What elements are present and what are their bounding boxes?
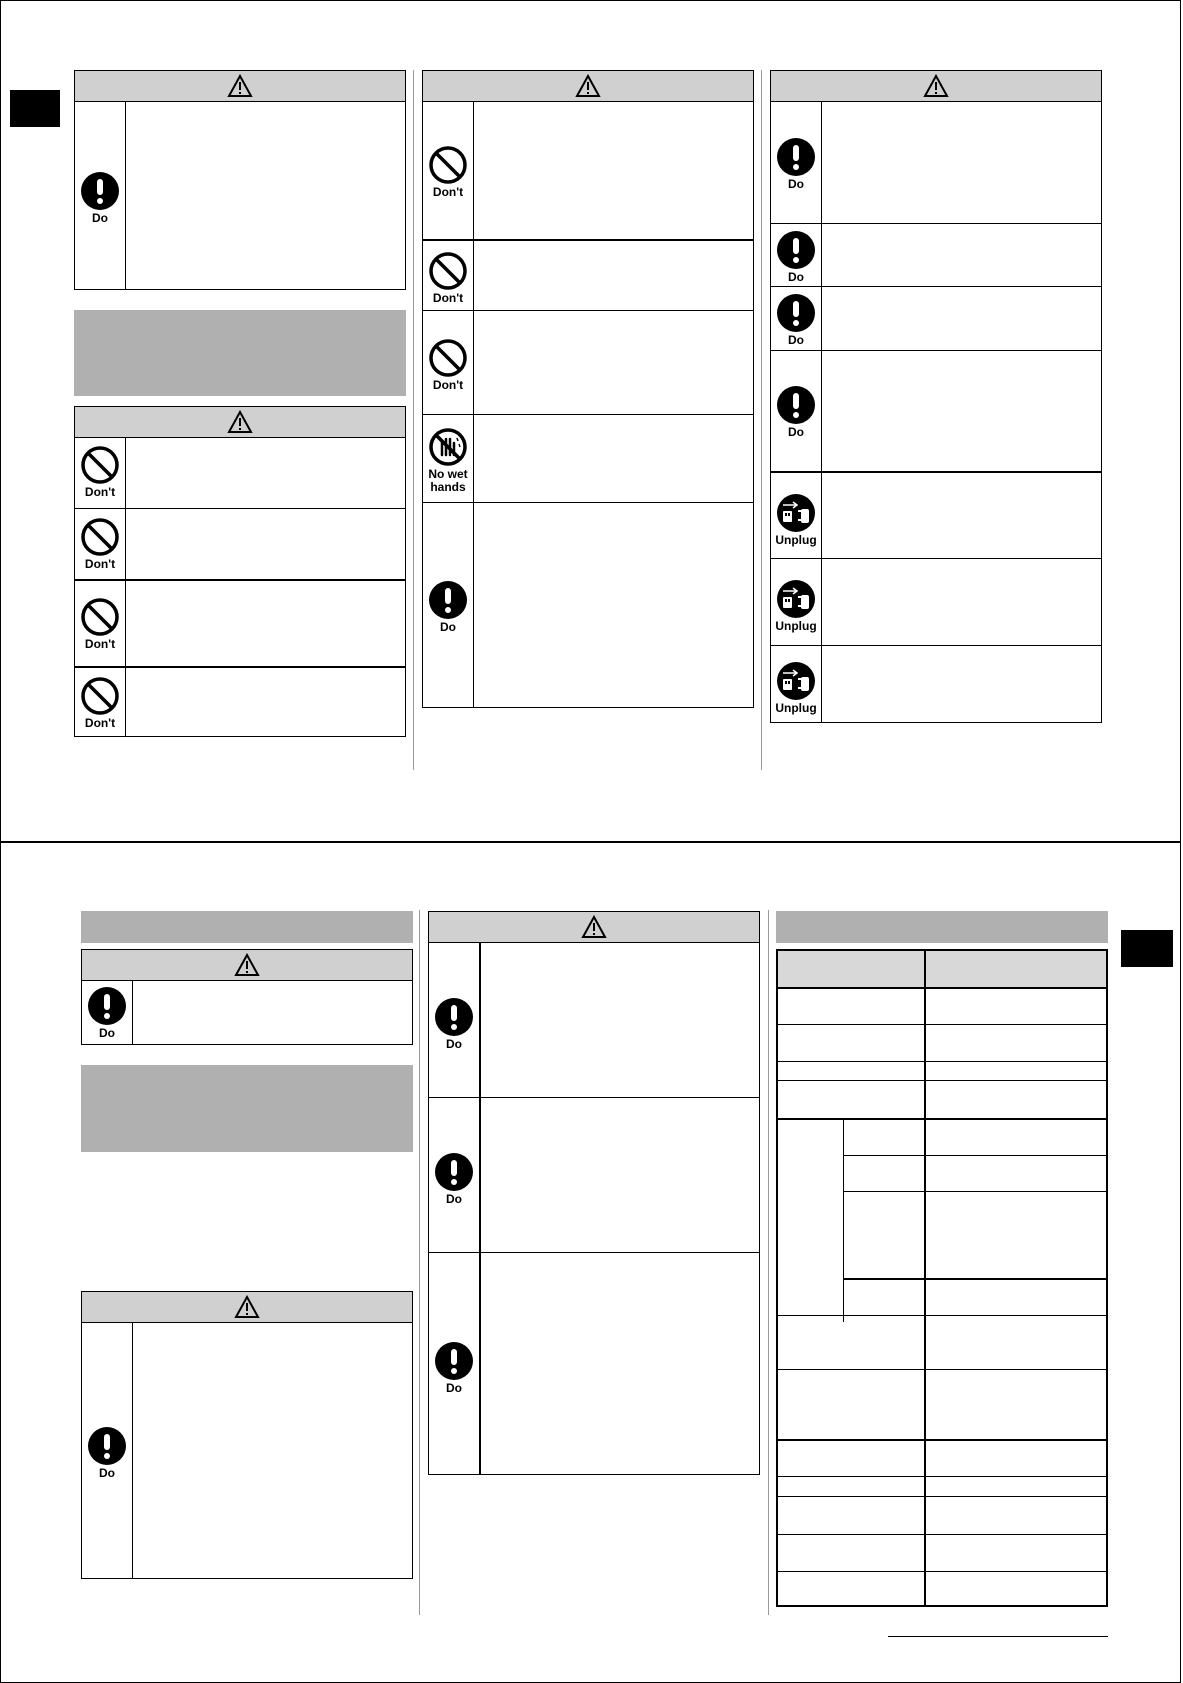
symbol-label: Don't <box>432 378 464 392</box>
exclamation-circle-icon <box>429 1152 479 1192</box>
column-divider <box>761 70 762 770</box>
box-header <box>771 71 1101 102</box>
box-header <box>423 71 753 102</box>
warning-box <box>422 70 754 708</box>
specification-table <box>776 949 1108 1607</box>
symbol-label: Don't <box>432 291 464 305</box>
table-header <box>778 951 1106 989</box>
symbol-label: Don't <box>432 185 464 199</box>
symbol-label: Don't <box>84 485 116 499</box>
prohibition-circle-icon <box>423 251 473 291</box>
footer-rule <box>888 1636 1108 1637</box>
symbol-label: Don't <box>84 716 116 730</box>
prohibition-circle-icon <box>423 338 473 378</box>
symbol-label: No wet <box>428 467 468 481</box>
box-header <box>75 407 405 438</box>
symbol-label: Do <box>788 425 804 439</box>
exclamation-circle-icon <box>82 1426 132 1466</box>
section-band <box>776 911 1108 943</box>
symbol-label: Do <box>446 1381 462 1395</box>
warning-box <box>428 911 760 1475</box>
box-header <box>82 1292 412 1323</box>
exclamation-circle-icon <box>429 997 479 1037</box>
warning-box <box>770 70 1102 723</box>
symbol-label: hands <box>430 480 466 494</box>
exclamation-circle-icon <box>771 230 821 270</box>
symbol-label: Do <box>440 620 456 634</box>
section-band <box>81 1065 413 1152</box>
column-divider <box>768 910 769 1615</box>
prohibition-circle-icon <box>75 517 125 557</box>
no-wet-hands-icon <box>423 427 473 467</box>
symbol-label: Do <box>446 1192 462 1206</box>
symbol-label: Do <box>788 333 804 347</box>
symbol-label: Don't <box>84 637 116 651</box>
exclamation-circle-icon <box>771 293 821 333</box>
warning-box <box>81 949 413 1045</box>
symbol-label: Do <box>788 177 804 191</box>
exclamation-circle-icon <box>75 171 125 211</box>
exclamation-circle-icon <box>423 580 473 620</box>
exclamation-circle-icon <box>82 986 132 1026</box>
symbol-label: Do <box>99 1026 115 1040</box>
unplug-icon <box>771 493 821 533</box>
symbol-label: Do <box>92 211 108 225</box>
box-header <box>75 71 405 102</box>
column-divider <box>413 70 414 770</box>
symbol-label: Don't <box>84 557 116 571</box>
symbol-label: Do <box>99 1466 115 1480</box>
symbol-label: Unplug <box>775 533 817 547</box>
exclamation-circle-icon <box>429 1341 479 1381</box>
prohibition-circle-icon <box>75 676 125 716</box>
exclamation-circle-icon <box>771 385 821 425</box>
symbol-label: Do <box>446 1037 462 1051</box>
symbol-label: Unplug <box>775 701 817 715</box>
section-tab-left <box>10 90 60 127</box>
warning-box <box>74 70 406 290</box>
prohibition-circle-icon <box>75 597 125 637</box>
box-header <box>429 912 759 943</box>
symbol-label: Unplug <box>775 619 817 633</box>
unplug-icon <box>771 579 821 619</box>
section-tab-right <box>1121 930 1173 967</box>
box-header <box>82 950 412 981</box>
section-band <box>74 310 406 396</box>
symbol-label: Do <box>788 270 804 284</box>
prohibition-circle-icon <box>75 445 125 485</box>
unplug-icon <box>771 661 821 701</box>
exclamation-circle-icon <box>771 137 821 177</box>
warning-box <box>81 1291 413 1579</box>
prohibition-circle-icon <box>423 145 473 185</box>
warning-box <box>74 406 406 737</box>
section-band <box>81 911 413 943</box>
column-divider <box>419 910 420 1615</box>
